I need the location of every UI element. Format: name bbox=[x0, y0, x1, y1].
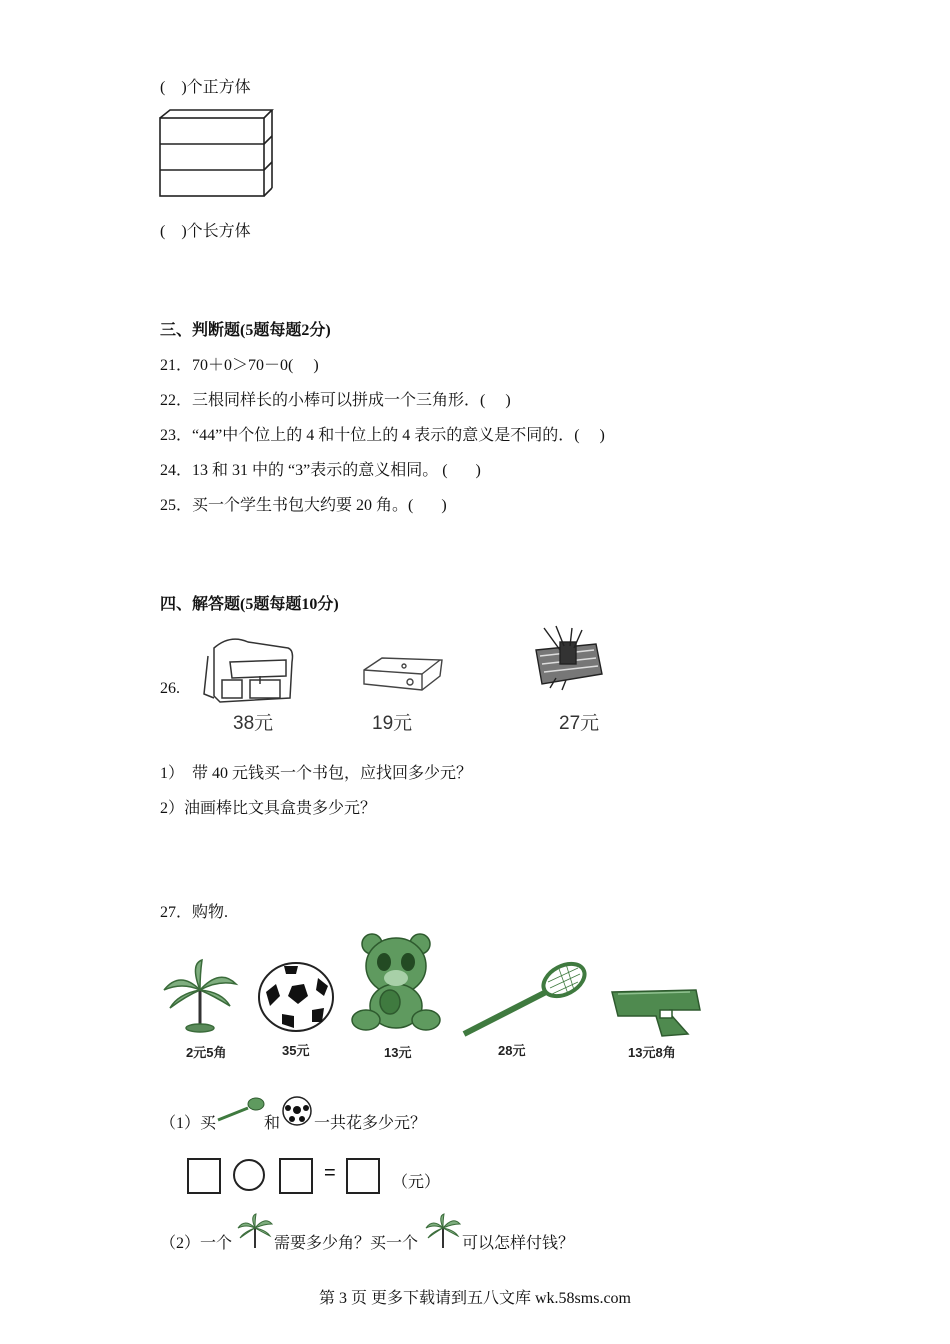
toy-gun-price: 13元8角 bbox=[628, 1045, 676, 1060]
small-palm-plant-icon-2 bbox=[424, 1214, 462, 1252]
soccer-ball-icon bbox=[258, 962, 336, 1032]
palm-plant-price: 2元5角 bbox=[186, 1045, 227, 1060]
page-footer: 第 3 页 更多下载请到五八文库 wk.58sms.com bbox=[318, 1290, 631, 1307]
q26-sub2: 2）油画棒比文具盒贵多少元？ bbox=[160, 800, 377, 817]
equals-sign: = bbox=[324, 1162, 336, 1184]
q21: 21．70＋0＞70－0( ) bbox=[160, 357, 319, 374]
racket-price: 28元 bbox=[498, 1043, 526, 1058]
unit-yuan: （元） bbox=[392, 1174, 441, 1191]
section4-title: 四、解答题(5题每题10分) bbox=[160, 596, 339, 613]
schoolbag-icon bbox=[200, 636, 298, 706]
answer-box-2[interactable] bbox=[279, 1158, 313, 1194]
pencil-case-price: 19元 bbox=[372, 713, 413, 734]
q24: 24．13 和 31 中的 “3”表示的意义相同。 ( ) bbox=[160, 462, 481, 479]
teddy-bear-price: 13元 bbox=[384, 1045, 412, 1060]
small-racket-icon bbox=[216, 1096, 264, 1124]
stacked-cuboids-figure bbox=[158, 108, 278, 200]
operator-circle[interactable] bbox=[232, 1158, 266, 1192]
cuboid-count-question: ( )个长方体 bbox=[160, 223, 251, 240]
q27-sub2-middle: 需要多少角？买一个 bbox=[274, 1235, 419, 1252]
soccer-ball-price: 35元 bbox=[282, 1043, 310, 1058]
q27-sub1-prefix: （1）买 bbox=[160, 1115, 217, 1132]
small-soccer-ball-icon bbox=[282, 1096, 312, 1126]
small-palm-plant-icon bbox=[236, 1214, 274, 1252]
q27-title: 27．购物. bbox=[160, 904, 229, 921]
badminton-racket-icon bbox=[460, 960, 588, 1040]
q26-sub1: 1） 带 40 元钱买一个书包，应找回多少元？ bbox=[160, 765, 473, 782]
q27-sub2-suffix: 可以怎样付钱？ bbox=[462, 1235, 575, 1252]
q27-sub1-suffix: 一共花多少元？ bbox=[314, 1115, 427, 1132]
toy-gun-icon bbox=[610, 986, 704, 1038]
answer-box-1[interactable] bbox=[187, 1158, 221, 1194]
schoolbag-price: 38元 bbox=[233, 713, 274, 734]
q25: 25．买一个学生书包大约要 20 角。( ) bbox=[160, 497, 447, 514]
section3-title: 三、判断题(5题每题2分) bbox=[160, 322, 331, 339]
pencil-case-icon bbox=[360, 654, 444, 694]
teddy-bear-icon bbox=[352, 932, 442, 1034]
q27-sub2-prefix: （2）一个 bbox=[160, 1235, 233, 1252]
q22: 22．三根同样长的小棒可以拼成一个三角形．( ) bbox=[160, 392, 511, 409]
q23: 23．“44”中个位上的 4 和十位上的 4 表示的意义是不同的．( ) bbox=[160, 427, 605, 444]
palm-plant-icon bbox=[160, 960, 240, 1036]
oil-pastels-price: 27元 bbox=[559, 713, 600, 734]
q27-sub1-and: 和 bbox=[264, 1115, 281, 1132]
oil-pastels-icon bbox=[530, 626, 606, 696]
answer-box-3[interactable] bbox=[346, 1158, 380, 1194]
cube-count-question: ( )个正方体 bbox=[160, 79, 251, 96]
q26-number: 26. bbox=[160, 680, 180, 697]
